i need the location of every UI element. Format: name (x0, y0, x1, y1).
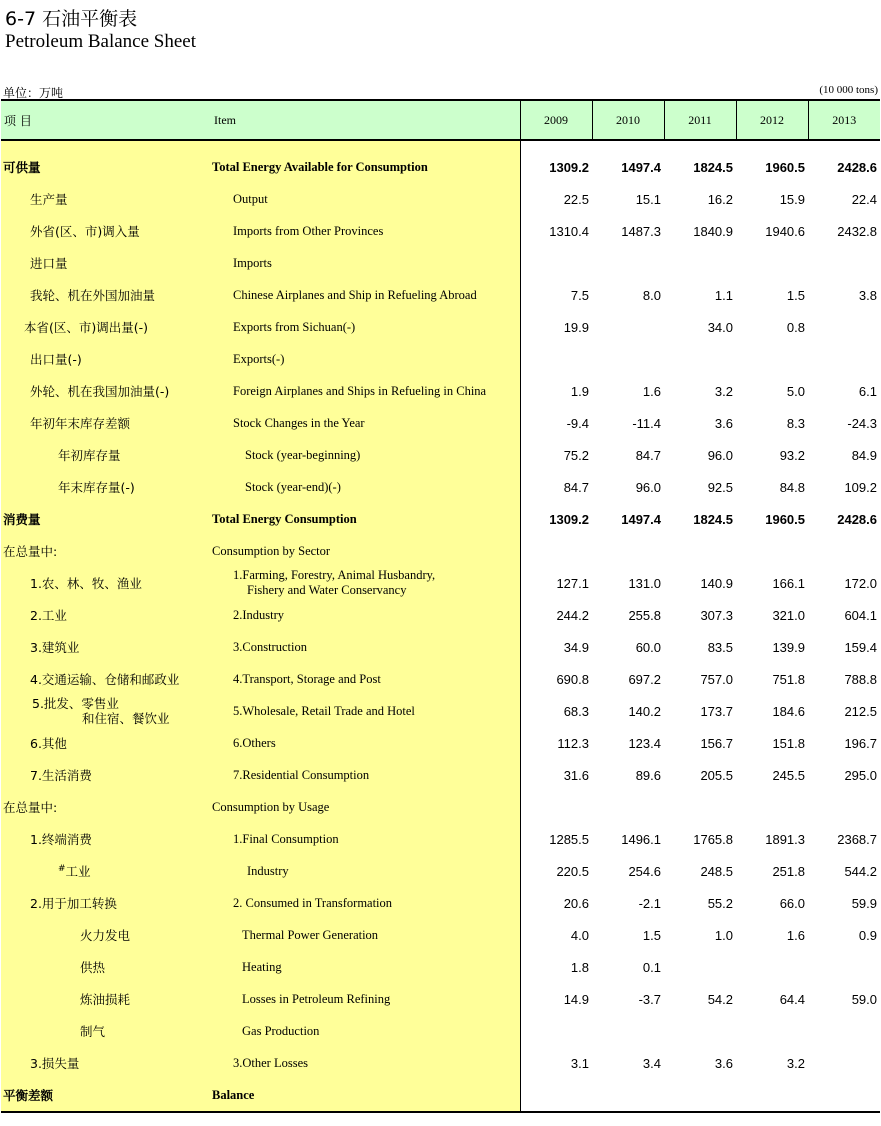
row-label-cn: 2.工业 (1, 599, 212, 631)
table-row (1, 823, 880, 855)
header-item-cn: 项 目 (1, 100, 212, 140)
row-label-cn: 进口量 (1, 247, 212, 279)
cell-value (808, 535, 880, 567)
cell-value: 0.9 (858, 927, 877, 943)
cell-value: 68.3 (563, 703, 589, 719)
row-label-cn: 4.交通运输、仓储和邮政业 (1, 663, 212, 695)
row-label-cn: 3.建筑业 (1, 631, 212, 663)
cell-value: 172.0 (844, 575, 877, 591)
row-label-cn: 制气 (1, 1015, 212, 1047)
cell-value: 0.1 (642, 959, 661, 975)
cell-value: 1.5 (642, 927, 661, 943)
cell-value: 96.0 (635, 479, 661, 495)
cell-value: 245.5 (772, 767, 805, 783)
row-label-en: Consumption by Sector (212, 535, 520, 567)
cell-value (808, 791, 880, 823)
cell-value (592, 311, 664, 343)
cell-value: 212.5 (844, 703, 877, 719)
cell-value: 6.1 (858, 383, 877, 399)
row-label-cn (1, 855, 212, 887)
cell-value (520, 791, 592, 823)
cell-value (592, 1015, 664, 1047)
cell-value: 3.4 (642, 1055, 661, 1071)
cell-value: 84.8 (779, 479, 805, 495)
cell-value: 1310.4 (549, 223, 589, 239)
row-label-cn: 2.用于加工转换 (1, 887, 212, 919)
row-label-en: 2. Consumed in Transformation (212, 887, 520, 919)
cell-value: 60.0 (635, 639, 661, 655)
cell-value (592, 343, 664, 375)
cell-value (808, 343, 880, 375)
cell-value: 93.2 (779, 447, 805, 463)
cell-value: 92.5 (707, 479, 733, 495)
row-label-cn: 6.其他 (1, 727, 212, 759)
cell-value: 22.4 (851, 191, 877, 207)
cell-value: -3.7 (638, 991, 661, 1007)
cell-value: 196.7 (844, 735, 877, 751)
cell-value: 220.5 (556, 863, 589, 879)
table-row (1, 279, 880, 311)
row-label-en: 5.Wholesale, Retail Trade and Hotel (212, 695, 520, 727)
row-label-cn: 火力发电 (1, 919, 212, 951)
cell-value: 1891.3 (765, 831, 805, 847)
table-row (1, 375, 880, 407)
cell-value (736, 535, 808, 567)
row-label-en: Exports from Sichuan(-) (212, 311, 520, 343)
cell-value: 84.7 (563, 479, 589, 495)
header-item-en: Item (212, 100, 520, 140)
cell-value: 84.7 (635, 447, 661, 463)
row-label-cn: 外轮、机在我国加油量(-) (1, 375, 212, 407)
row-label-cn: 1.农、林、牧、渔业 (1, 567, 212, 599)
row-label-cn: 在总量中: (1, 535, 212, 567)
table-row (1, 727, 880, 759)
table-row (1, 695, 880, 727)
cell-value: 254.6 (628, 863, 661, 879)
cell-value: 5.0 (786, 383, 805, 399)
cell-value: 123.4 (628, 735, 661, 751)
row-label-cn: 炼油损耗 (1, 983, 212, 1015)
table-row (1, 311, 880, 343)
row-label-en: Total Energy Consumption (212, 503, 520, 535)
cell-value (592, 791, 664, 823)
row-label-cn: 1.终端消费 (1, 823, 212, 855)
header-year: 2013 (808, 100, 880, 140)
row-label-cn: 7.生活消费 (1, 759, 212, 791)
cell-value: 1.9 (570, 383, 589, 399)
cell-value: 3.8 (858, 287, 877, 303)
table-row (1, 983, 880, 1015)
cell-value: 1840.9 (693, 223, 733, 239)
cell-value (736, 343, 808, 375)
cell-value (808, 311, 880, 343)
row-label-en: Stock (year-beginning) (212, 439, 520, 471)
row-label-en: Imports (212, 247, 520, 279)
table-row (1, 151, 880, 183)
row-label-en: Stock (year-end)(-) (212, 471, 520, 503)
cell-value: 1960.5 (765, 159, 805, 175)
row-label-cn (1, 695, 212, 727)
cell-value: 159.4 (844, 639, 877, 655)
row-label-en: Balance (212, 1079, 520, 1112)
cell-value: 14.9 (563, 991, 589, 1007)
cell-value: 307.3 (700, 607, 733, 623)
row-label-en-line2: Fishery and Water Conservancy (247, 583, 407, 597)
cell-value: 1824.5 (693, 159, 733, 175)
header-row (1, 100, 880, 140)
cell-value: 1.6 (642, 383, 661, 399)
cell-value: -24.3 (847, 415, 877, 431)
cell-value: 697.2 (628, 671, 661, 687)
row-label-en: Imports from Other Provinces (212, 215, 520, 247)
cell-value (520, 1079, 592, 1112)
table-body (1, 140, 880, 1112)
cell-value: 1.8 (570, 959, 589, 975)
table-row (1, 919, 880, 951)
table-row (1, 1047, 880, 1079)
cell-value: 3.6 (714, 1055, 733, 1071)
cell-value: 96.0 (707, 447, 733, 463)
cell-value: 54.2 (707, 991, 733, 1007)
cell-value: 173.7 (700, 703, 733, 719)
cell-value: 140.9 (700, 575, 733, 591)
table-title-en: Petroleum Balance Sheet (5, 31, 196, 52)
cell-value (664, 1079, 736, 1112)
cell-value: 1.0 (714, 927, 733, 943)
row-label-cn: 供热 (1, 951, 212, 983)
cell-value: 690.8 (556, 671, 589, 687)
cell-value: 2368.7 (837, 831, 877, 847)
unit-label-en: (10 000 tons) (819, 84, 878, 96)
row-label-en: Stock Changes in the Year (212, 407, 520, 439)
row-label-en: 6.Others (212, 727, 520, 759)
cell-value: 255.8 (628, 607, 661, 623)
cell-value: 1309.2 (549, 159, 589, 175)
table-row (1, 439, 880, 471)
cell-value: 3.6 (714, 415, 733, 431)
cell-value: 3.2 (714, 383, 733, 399)
cell-value: 1285.5 (549, 831, 589, 847)
row-label-cn-text: 工业 (65, 864, 91, 879)
cell-value: 757.0 (700, 671, 733, 687)
row-label-cn: 消费量 (1, 503, 212, 535)
cell-value: 244.2 (556, 607, 589, 623)
row-label-en: Losses in Petroleum Refining (212, 983, 520, 1015)
table-row (1, 951, 880, 983)
cell-value: 251.8 (772, 863, 805, 879)
cell-value: 205.5 (700, 767, 733, 783)
cell-value: 1960.5 (765, 511, 805, 527)
cell-value: 1487.3 (621, 223, 661, 239)
row-label-en: 2.Industry (212, 599, 520, 631)
table-row (1, 887, 880, 919)
cell-value (520, 343, 592, 375)
table-row (1, 1015, 880, 1047)
cell-value (736, 1079, 808, 1112)
cell-value: 0.8 (786, 319, 805, 335)
cell-value: -2.1 (638, 895, 661, 911)
cell-value: 109.2 (844, 479, 877, 495)
row-label-cn: 外省(区、市)调入量 (1, 215, 212, 247)
petroleum-balance-table (1, 99, 880, 1113)
cell-value: 8.0 (642, 287, 661, 303)
cell-value: 59.9 (851, 895, 877, 911)
cell-value: 16.2 (707, 191, 733, 207)
table-row (1, 567, 880, 599)
cell-value (664, 791, 736, 823)
cell-value: 151.8 (772, 735, 805, 751)
cell-value (592, 247, 664, 279)
cell-value: 1765.8 (693, 831, 733, 847)
row-label-en: Thermal Power Generation (212, 919, 520, 951)
table-row (1, 631, 880, 663)
row-label-en: 7.Residential Consumption (212, 759, 520, 791)
cell-value (736, 247, 808, 279)
cell-value: 2432.8 (837, 223, 877, 239)
table-row (1, 471, 880, 503)
cell-value: 112.3 (557, 735, 589, 751)
cell-value (520, 535, 592, 567)
row-label-en: Heating (212, 951, 520, 983)
row-label-en: 1.Final Consumption (212, 823, 520, 855)
row-label-en: Gas Production (212, 1015, 520, 1047)
cell-value: 7.5 (570, 287, 589, 303)
header-year: 2012 (736, 100, 808, 140)
cell-value (736, 951, 808, 983)
row-label-en (212, 567, 520, 599)
row-label-en: 3.Construction (212, 631, 520, 663)
cell-value: 1497.4 (621, 159, 661, 175)
cell-value (808, 1015, 880, 1047)
cell-value: 2428.6 (837, 511, 877, 527)
header-year: 2009 (520, 100, 592, 140)
cell-value: 751.8 (772, 671, 805, 687)
table-row (1, 343, 880, 375)
cell-value (592, 535, 664, 567)
cell-value: 15.1 (635, 191, 661, 207)
header-year: 2011 (664, 100, 736, 140)
cell-value (808, 1047, 880, 1079)
cell-value (592, 1079, 664, 1112)
row-label-cn: 平衡差额 (1, 1079, 212, 1112)
row-label-en-line1: 1.Farming, Forestry, Animal Husbandry, (233, 568, 436, 582)
cell-value: 8.3 (786, 415, 805, 431)
cell-value: 604.1 (844, 607, 877, 623)
cell-value (664, 343, 736, 375)
header-year: 2010 (592, 100, 664, 140)
cell-value (664, 1015, 736, 1047)
cell-value: 184.6 (772, 703, 805, 719)
cell-value: 321.0 (772, 607, 805, 623)
cell-value: -11.4 (632, 415, 661, 431)
table-row (1, 791, 880, 823)
cell-value: 19.9 (563, 319, 589, 335)
cell-value: 156.7 (700, 735, 733, 751)
cell-value: 248.5 (700, 863, 733, 879)
cell-value (808, 951, 880, 983)
row-label-cn: 年末库存量(-) (1, 471, 212, 503)
table-row (1, 759, 880, 791)
cell-value: 131.0 (628, 575, 661, 591)
table-row (1, 503, 880, 535)
cell-value: 1496.1 (621, 831, 661, 847)
cell-value: 83.5 (707, 639, 733, 655)
cell-value: 75.2 (563, 447, 589, 463)
row-label-en: Exports(-) (212, 343, 520, 375)
row-label-en: 3.Other Losses (212, 1047, 520, 1079)
row-label-cn: 在总量中: (1, 791, 212, 823)
cell-value (736, 1015, 808, 1047)
cell-value: 139.9 (772, 639, 805, 655)
cell-value: 34.0 (707, 319, 733, 335)
cell-value (808, 247, 880, 279)
row-label-cn: 出口量(-) (1, 343, 212, 375)
cell-value: 3.2 (786, 1055, 805, 1071)
row-label-cn: 年初年末库存差额 (1, 407, 212, 439)
cell-value: 59.0 (851, 991, 877, 1007)
table-row (1, 1079, 880, 1112)
cell-value (808, 1079, 880, 1112)
cell-value: 1824.5 (693, 511, 733, 527)
cell-value: 1497.4 (621, 511, 661, 527)
cell-value: 22.5 (563, 191, 589, 207)
cell-value (520, 247, 592, 279)
cell-value: 788.8 (844, 671, 877, 687)
cell-value: 1.5 (786, 287, 805, 303)
cell-value: 544.2 (844, 863, 877, 879)
cell-value: 1.1 (714, 287, 733, 303)
cell-value: 66.0 (779, 895, 805, 911)
cell-value (664, 951, 736, 983)
cell-value: 20.6 (563, 895, 589, 911)
cell-value: 1940.6 (765, 223, 805, 239)
row-label-cn: 我轮、机在外国加油量 (1, 279, 212, 311)
cell-value (736, 791, 808, 823)
table-row (1, 247, 880, 279)
footnote-marker: # (58, 864, 66, 874)
row-label-cn: 可供量 (1, 151, 212, 183)
row-label-en: Industry (212, 855, 520, 887)
cell-value: 3.1 (570, 1055, 589, 1071)
row-label-cn: 本省(区、市)调出量(-) (1, 311, 212, 343)
row-label-en: Output (212, 183, 520, 215)
cell-value (664, 535, 736, 567)
cell-value: 127.1 (556, 575, 589, 591)
table-row (1, 183, 880, 215)
row-label-cn-line1: 5.批发、零售业 (32, 696, 119, 711)
table-header (1, 100, 880, 140)
table-title-cn: 6-7 石油平衡表 (5, 8, 138, 30)
row-label-en: Total Energy Available for Consumption (212, 151, 520, 183)
cell-value (664, 247, 736, 279)
row-label-cn: 3.损失量 (1, 1047, 212, 1079)
spacer-row (1, 140, 880, 151)
row-label-en: Foreign Airplanes and Ships in Refueling in China (212, 375, 520, 407)
row-label-cn-line2: 和住宿、餐饮业 (82, 711, 170, 726)
cell-value: -9.4 (566, 415, 589, 431)
row-label-cn: 年初库存量 (1, 439, 212, 471)
cell-value: 1.6 (786, 927, 805, 943)
table-row (1, 599, 880, 631)
table-row (1, 535, 880, 567)
row-label-en: Chinese Airplanes and Ship in Refueling Abroad (212, 279, 520, 311)
cell-value: 84.9 (851, 447, 877, 463)
cell-value: 295.0 (844, 767, 877, 783)
cell-value: 34.9 (563, 639, 589, 655)
cell-value: 64.4 (779, 991, 805, 1007)
cell-value: 55.2 (707, 895, 733, 911)
cell-value: 31.6 (563, 767, 589, 783)
cell-value (520, 1015, 592, 1047)
cell-value: 15.9 (779, 191, 805, 207)
table-row (1, 215, 880, 247)
unit-label-cn: 单位：万吨 (3, 86, 64, 100)
cell-value: 2428.6 (837, 159, 877, 175)
cell-value: 140.2 (628, 703, 661, 719)
row-label-en: 4.Transport, Storage and Post (212, 663, 520, 695)
row-label-cn: 生产量 (1, 183, 212, 215)
table-row (1, 663, 880, 695)
table-row (1, 407, 880, 439)
cell-value: 1309.2 (549, 511, 589, 527)
cell-value: 89.6 (635, 767, 661, 783)
cell-value: 166.1 (772, 575, 805, 591)
cell-value: 4.0 (570, 927, 589, 943)
table-row (1, 855, 880, 887)
row-label-en: Consumption by Usage (212, 791, 520, 823)
